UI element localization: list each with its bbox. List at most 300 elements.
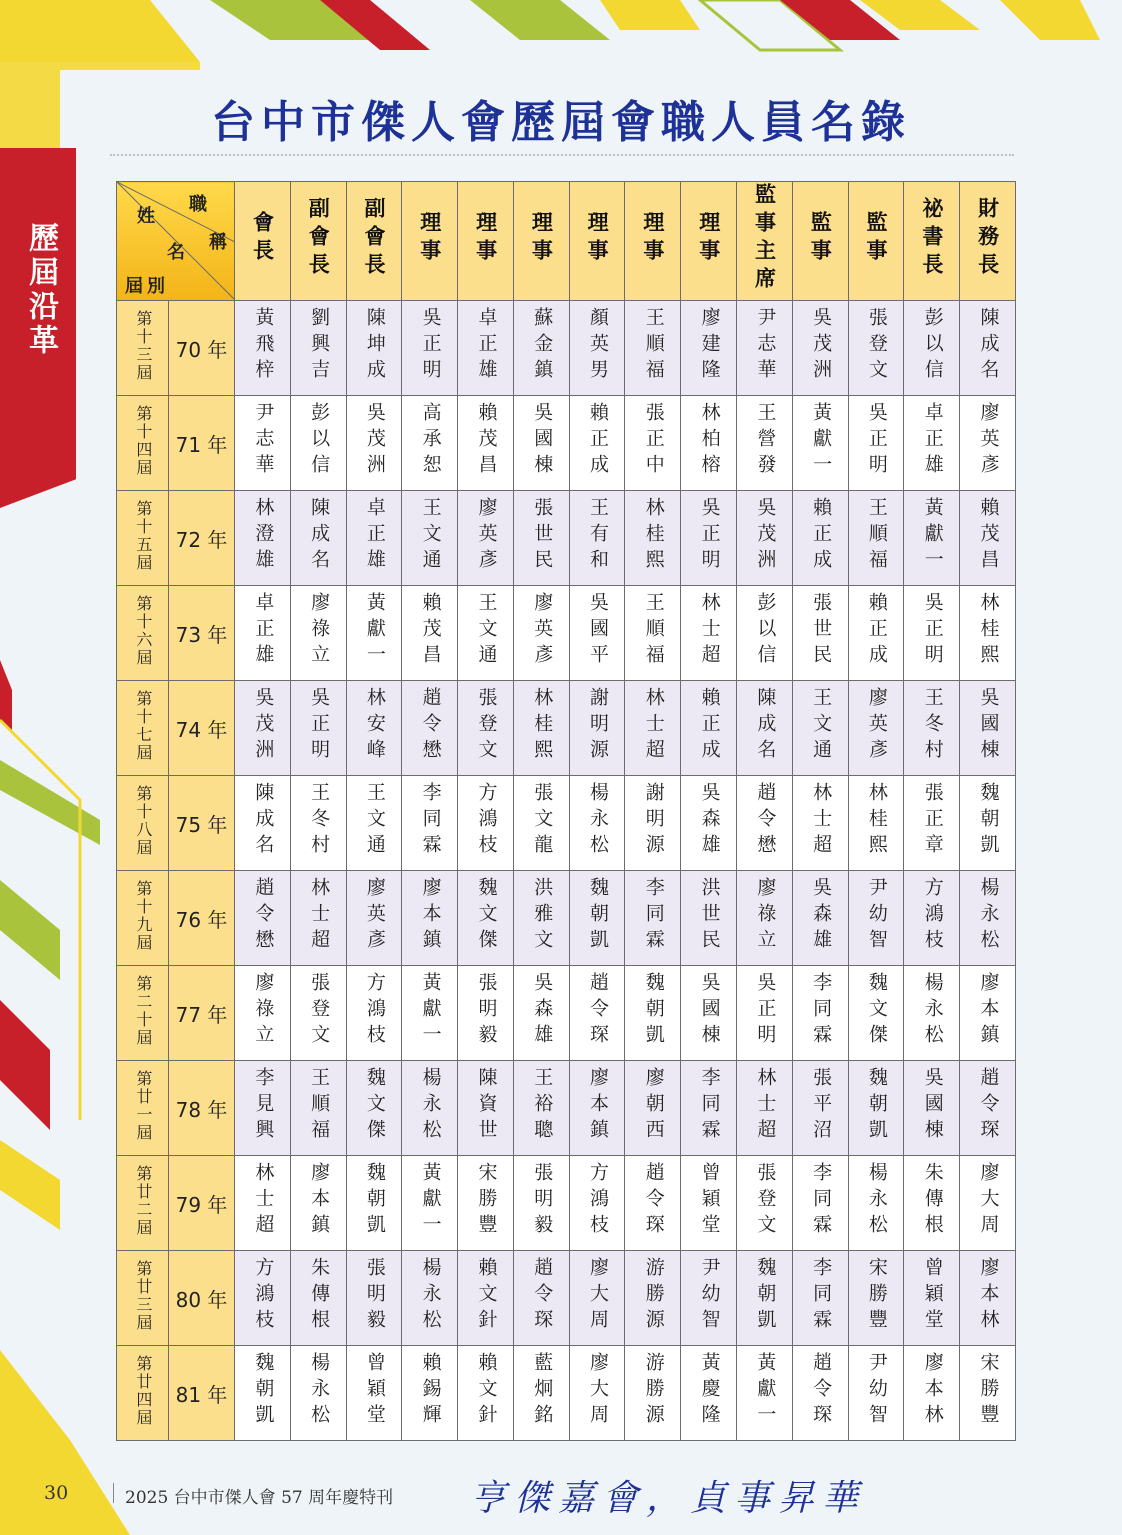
table-row xyxy=(117,966,1016,1061)
member-name: 黃獻一 xyxy=(419,971,442,1050)
column-header-label: 副會長 xyxy=(362,196,388,281)
member-name: 顏英男 xyxy=(587,306,609,385)
name-cell xyxy=(402,776,458,871)
name-cell xyxy=(681,966,737,1061)
member-name: 趙令懋 xyxy=(419,686,442,765)
name-cell xyxy=(346,396,402,491)
member-name: 方鴻枝 xyxy=(587,1161,609,1240)
name-cell xyxy=(737,776,793,871)
member-name: 林士超 xyxy=(754,1066,777,1145)
member-name: 趙令懋 xyxy=(754,781,777,860)
member-name: 彭以信 xyxy=(754,591,777,670)
name-cell xyxy=(904,586,960,681)
member-name: 吳正明 xyxy=(698,496,721,575)
name-cell xyxy=(235,681,291,776)
term-cell xyxy=(117,301,169,396)
name-cell xyxy=(625,776,681,871)
member-name: 卓正雄 xyxy=(363,496,386,575)
name-cell xyxy=(737,301,793,396)
term-label: 第廿一屆 xyxy=(133,1070,153,1142)
name-cell xyxy=(848,301,904,396)
name-cell xyxy=(625,1061,681,1156)
column-header xyxy=(792,182,848,301)
name-cell xyxy=(737,1156,793,1251)
column-header-label: 會長 xyxy=(250,210,276,267)
name-cell xyxy=(569,491,625,586)
member-name: 卓正雄 xyxy=(921,401,944,480)
member-name: 洪世民 xyxy=(698,876,721,955)
name-cell xyxy=(904,301,960,396)
member-name: 賴錫輝 xyxy=(419,1351,442,1430)
year-cell: 77 年 xyxy=(169,966,235,1061)
year-cell: 78 年 xyxy=(169,1061,235,1156)
name-cell xyxy=(625,396,681,491)
year-cell: 73 年 xyxy=(169,586,235,681)
member-name: 張平沼 xyxy=(810,1066,833,1145)
member-name: 張文龍 xyxy=(531,781,554,860)
header-row xyxy=(117,182,1016,301)
year-cell: 79 年 xyxy=(169,1156,235,1251)
name-cell xyxy=(513,681,569,776)
member-name: 魏文傑 xyxy=(865,971,888,1050)
member-name: 趙令琛 xyxy=(642,1161,665,1240)
name-cell xyxy=(458,1061,514,1156)
member-name: 游勝源 xyxy=(642,1351,665,1430)
member-name: 黃獻一 xyxy=(754,1351,777,1430)
column-header-label: 監事 xyxy=(808,210,834,267)
table-row xyxy=(117,396,1016,491)
member-name: 廖大周 xyxy=(977,1161,1000,1240)
member-name: 吳正明 xyxy=(865,401,888,480)
name-cell xyxy=(346,301,402,396)
member-name: 劉興吉 xyxy=(308,306,331,385)
name-cell xyxy=(458,1251,514,1346)
member-name: 黃獻一 xyxy=(810,401,833,480)
member-name: 尹幼智 xyxy=(698,1256,721,1335)
member-name: 陳成名 xyxy=(308,496,331,575)
member-name: 楊永松 xyxy=(308,1351,331,1430)
name-cell xyxy=(402,871,458,966)
name-cell xyxy=(960,491,1016,586)
member-name: 王順福 xyxy=(642,591,665,670)
name-cell xyxy=(960,1251,1016,1346)
name-cell xyxy=(402,1251,458,1346)
member-name: 方鴻枝 xyxy=(252,1256,275,1335)
year-cell: 70 年 xyxy=(169,301,235,396)
name-cell xyxy=(513,396,569,491)
name-cell xyxy=(792,1346,848,1441)
corner-label-name: 名 xyxy=(167,242,185,263)
member-name: 游勝源 xyxy=(642,1256,665,1335)
name-cell xyxy=(681,1251,737,1346)
name-cell xyxy=(625,681,681,776)
roster-table xyxy=(116,181,1016,1441)
name-cell xyxy=(290,1346,346,1441)
member-name: 廖祿立 xyxy=(252,971,275,1050)
term-cell xyxy=(117,491,169,586)
name-cell xyxy=(848,491,904,586)
member-name: 廖本鎮 xyxy=(587,1066,609,1145)
name-cell xyxy=(625,1346,681,1441)
column-header xyxy=(569,182,625,301)
column-header xyxy=(346,182,402,301)
name-cell xyxy=(402,586,458,681)
name-cell xyxy=(960,1156,1016,1251)
name-cell xyxy=(402,1156,458,1251)
name-cell xyxy=(402,681,458,776)
member-name: 李同霖 xyxy=(810,1256,833,1335)
publication-name: 2025 台中市傑人會 57 周年慶特刊 xyxy=(125,1488,394,1508)
member-name: 林柏榕 xyxy=(698,401,721,480)
name-cell xyxy=(792,396,848,491)
year-cell: 74 年 xyxy=(169,681,235,776)
name-cell xyxy=(737,1346,793,1441)
name-cell xyxy=(458,1346,514,1441)
member-name: 廖本鎮 xyxy=(308,1161,331,1240)
member-name: 楊永松 xyxy=(977,876,1000,955)
term-cell xyxy=(117,586,169,681)
name-cell xyxy=(681,1156,737,1251)
member-name: 王文通 xyxy=(363,781,386,860)
name-cell xyxy=(235,776,291,871)
column-header xyxy=(625,182,681,301)
member-name: 洪雅文 xyxy=(531,876,554,955)
roster-body xyxy=(117,301,1016,1441)
member-name: 林澄雄 xyxy=(252,496,275,575)
name-cell xyxy=(848,681,904,776)
name-cell xyxy=(737,1251,793,1346)
name-cell xyxy=(792,681,848,776)
member-name: 陳資世 xyxy=(475,1066,498,1145)
name-cell xyxy=(513,1251,569,1346)
name-cell xyxy=(792,966,848,1061)
member-name: 吳茂洲 xyxy=(252,686,275,765)
year-cell: 76 年 xyxy=(169,871,235,966)
name-cell xyxy=(235,491,291,586)
member-name: 曾穎堂 xyxy=(921,1256,944,1335)
member-name: 廖祿立 xyxy=(308,591,331,670)
member-name: 林桂熙 xyxy=(642,496,665,575)
name-cell xyxy=(402,966,458,1061)
name-cell xyxy=(290,966,346,1061)
member-name: 吳森雄 xyxy=(698,781,721,860)
member-name: 宋勝豐 xyxy=(977,1351,1000,1430)
name-cell xyxy=(569,586,625,681)
member-name: 李同霖 xyxy=(810,1161,833,1240)
name-cell xyxy=(792,491,848,586)
member-name: 魏朝凱 xyxy=(252,1351,275,1430)
table-row xyxy=(117,1251,1016,1346)
member-name: 楊永松 xyxy=(921,971,944,1050)
name-cell xyxy=(848,966,904,1061)
member-name: 吳國平 xyxy=(587,591,609,670)
member-name: 吳森雄 xyxy=(810,876,833,955)
member-name: 楊永松 xyxy=(587,781,609,860)
name-cell xyxy=(792,1251,848,1346)
member-name: 卓正雄 xyxy=(475,306,498,385)
corner-header xyxy=(117,182,235,301)
table-row xyxy=(117,301,1016,396)
member-name: 張世民 xyxy=(810,591,833,670)
member-name: 謝明源 xyxy=(587,686,609,765)
member-name: 廖英彥 xyxy=(363,876,386,955)
member-name: 吳森雄 xyxy=(531,971,554,1050)
term-label: 第十九屆 xyxy=(133,880,153,952)
corner-label-title-1: 職 xyxy=(189,194,207,215)
member-name: 彭以信 xyxy=(921,306,944,385)
member-name: 張登文 xyxy=(754,1161,777,1240)
name-cell xyxy=(792,871,848,966)
column-header-label: 理事 xyxy=(473,210,499,267)
member-name: 魏朝凱 xyxy=(977,781,1000,860)
name-cell xyxy=(346,681,402,776)
name-cell xyxy=(904,1251,960,1346)
name-cell xyxy=(346,491,402,586)
name-cell xyxy=(235,396,291,491)
member-name: 王文通 xyxy=(419,496,442,575)
name-cell xyxy=(569,871,625,966)
term-label: 第廿四屆 xyxy=(133,1355,153,1427)
name-cell xyxy=(681,1061,737,1156)
name-cell xyxy=(681,871,737,966)
term-label: 第廿二屆 xyxy=(133,1165,153,1237)
name-cell xyxy=(569,1156,625,1251)
member-name: 吳國棟 xyxy=(531,401,554,480)
name-cell xyxy=(960,681,1016,776)
name-cell xyxy=(346,1061,402,1156)
member-name: 林安峰 xyxy=(363,686,386,765)
member-name: 張正章 xyxy=(921,781,944,860)
member-name: 王冬村 xyxy=(308,781,331,860)
name-cell xyxy=(960,776,1016,871)
member-name: 張登文 xyxy=(308,971,331,1050)
term-cell xyxy=(117,871,169,966)
term-cell xyxy=(117,396,169,491)
name-cell xyxy=(235,1346,291,1441)
name-cell xyxy=(737,491,793,586)
term-cell xyxy=(117,1346,169,1441)
member-name: 廖朝西 xyxy=(642,1066,665,1145)
footer-slogan: 亨傑嘉會，貞事昇華 xyxy=(470,1478,867,1519)
member-name: 卓正雄 xyxy=(252,591,275,670)
column-header-label: 財務長 xyxy=(975,196,1001,281)
member-name: 陳成名 xyxy=(252,781,275,860)
corner-label-title-2: 稱 xyxy=(209,232,227,253)
name-cell xyxy=(569,1251,625,1346)
column-header xyxy=(904,182,960,301)
member-name: 吳茂洲 xyxy=(363,401,386,480)
name-cell xyxy=(458,301,514,396)
member-name: 魏文傑 xyxy=(475,876,498,955)
term-label: 第廿三屆 xyxy=(133,1260,153,1332)
name-cell xyxy=(848,871,904,966)
name-cell xyxy=(458,396,514,491)
name-cell xyxy=(904,776,960,871)
term-cell xyxy=(117,1156,169,1251)
member-name: 廖建隆 xyxy=(698,306,721,385)
name-cell xyxy=(848,1346,904,1441)
name-cell xyxy=(513,491,569,586)
name-cell xyxy=(290,681,346,776)
name-cell xyxy=(848,776,904,871)
member-name: 王順福 xyxy=(865,496,888,575)
name-cell xyxy=(737,396,793,491)
member-name: 賴文針 xyxy=(475,1256,498,1335)
member-name: 魏朝凱 xyxy=(642,971,665,1050)
member-name: 宋勝豐 xyxy=(865,1256,888,1335)
member-name: 趙令琛 xyxy=(810,1351,833,1430)
member-name: 黃獻一 xyxy=(921,496,944,575)
column-header-label: 祕書長 xyxy=(919,196,945,281)
name-cell xyxy=(402,396,458,491)
member-name: 賴茂昌 xyxy=(977,496,1000,575)
term-label: 第二十屆 xyxy=(133,975,153,1047)
member-name: 林士超 xyxy=(252,1161,275,1240)
name-cell xyxy=(960,1061,1016,1156)
year-cell: 71 年 xyxy=(169,396,235,491)
member-name: 方鴻枝 xyxy=(921,876,944,955)
name-cell xyxy=(681,491,737,586)
member-name: 張世民 xyxy=(531,496,554,575)
member-name: 張登文 xyxy=(475,686,498,765)
member-name: 吳國棟 xyxy=(921,1066,944,1145)
name-cell xyxy=(235,871,291,966)
member-name: 蘇金鎮 xyxy=(531,306,554,385)
name-cell xyxy=(346,776,402,871)
name-cell xyxy=(960,1346,1016,1441)
member-name: 王有和 xyxy=(587,496,609,575)
member-name: 賴茂昌 xyxy=(419,591,442,670)
name-cell xyxy=(402,1346,458,1441)
member-name: 李同霖 xyxy=(698,1066,721,1145)
column-header xyxy=(848,182,904,301)
term-label: 第十六屆 xyxy=(133,595,153,667)
name-cell xyxy=(290,1156,346,1251)
member-name: 曾穎堂 xyxy=(363,1351,386,1430)
name-cell xyxy=(513,1061,569,1156)
name-cell xyxy=(290,1061,346,1156)
term-label: 第十四屆 xyxy=(133,405,153,477)
member-name: 趙令琛 xyxy=(531,1256,554,1335)
column-header-label: 監事 xyxy=(864,210,890,267)
member-name: 魏朝凱 xyxy=(865,1066,888,1145)
name-cell xyxy=(569,396,625,491)
member-name: 方鴻枝 xyxy=(363,971,386,1050)
name-cell xyxy=(904,491,960,586)
name-cell xyxy=(792,1061,848,1156)
name-cell xyxy=(290,491,346,586)
name-cell xyxy=(681,301,737,396)
member-name: 賴正成 xyxy=(698,686,721,765)
member-name: 賴文針 xyxy=(475,1351,498,1430)
member-name: 廖本林 xyxy=(921,1351,944,1430)
column-header xyxy=(960,182,1016,301)
member-name: 陳成名 xyxy=(754,686,777,765)
member-name: 王裕聰 xyxy=(531,1066,554,1145)
term-cell xyxy=(117,1251,169,1346)
member-name: 楊永松 xyxy=(419,1066,442,1145)
column-header-label: 理事 xyxy=(640,210,666,267)
member-name: 黃慶隆 xyxy=(698,1351,721,1430)
member-name: 尹幼智 xyxy=(865,876,888,955)
name-cell xyxy=(737,871,793,966)
table-row xyxy=(117,681,1016,776)
column-header xyxy=(458,182,514,301)
member-name: 賴正成 xyxy=(810,496,833,575)
member-name: 尹志華 xyxy=(754,306,777,385)
member-name: 廖英彥 xyxy=(977,401,1000,480)
member-name: 彭以信 xyxy=(308,401,331,480)
member-name: 張正中 xyxy=(642,401,665,480)
name-cell xyxy=(960,871,1016,966)
member-name: 趙令懋 xyxy=(252,876,275,955)
member-name: 廖祿立 xyxy=(754,876,777,955)
column-header-label: 理事 xyxy=(417,210,443,267)
member-name: 李同霖 xyxy=(419,781,442,860)
term-cell xyxy=(117,776,169,871)
member-name: 尹幼智 xyxy=(865,1351,888,1430)
member-name: 魏朝凱 xyxy=(587,876,609,955)
page-number: 30 xyxy=(44,1482,69,1504)
name-cell xyxy=(904,871,960,966)
name-cell xyxy=(904,1061,960,1156)
member-name: 張登文 xyxy=(865,306,888,385)
name-cell xyxy=(681,586,737,681)
name-cell xyxy=(625,301,681,396)
column-header xyxy=(681,182,737,301)
name-cell xyxy=(681,681,737,776)
name-cell xyxy=(848,1156,904,1251)
name-cell xyxy=(737,586,793,681)
table-row xyxy=(117,776,1016,871)
name-cell xyxy=(346,1346,402,1441)
term-label: 第十五屆 xyxy=(133,500,153,572)
year-cell: 80 年 xyxy=(169,1251,235,1346)
member-name: 藍炯銘 xyxy=(531,1351,554,1430)
member-name: 李同霖 xyxy=(810,971,833,1050)
name-cell xyxy=(458,966,514,1061)
name-cell xyxy=(235,1156,291,1251)
name-cell xyxy=(625,1156,681,1251)
name-cell xyxy=(402,491,458,586)
name-cell xyxy=(904,1156,960,1251)
name-cell xyxy=(458,1156,514,1251)
name-cell xyxy=(848,586,904,681)
member-name: 王冬村 xyxy=(921,686,944,765)
name-cell xyxy=(458,681,514,776)
name-cell xyxy=(458,776,514,871)
name-cell xyxy=(235,586,291,681)
name-cell xyxy=(848,1061,904,1156)
member-name: 吳國棟 xyxy=(698,971,721,1050)
member-name: 王文通 xyxy=(810,686,833,765)
member-name: 林士超 xyxy=(810,781,833,860)
table-row xyxy=(117,1061,1016,1156)
member-name: 魏朝凱 xyxy=(363,1161,386,1240)
name-cell xyxy=(513,301,569,396)
member-name: 吳茂洲 xyxy=(754,496,777,575)
member-name: 黃獻一 xyxy=(363,591,386,670)
column-header xyxy=(737,182,793,301)
name-cell xyxy=(625,491,681,586)
member-name: 趙令琛 xyxy=(977,1066,1000,1145)
name-cell xyxy=(513,776,569,871)
column-header-label: 理事 xyxy=(696,210,722,267)
name-cell xyxy=(681,396,737,491)
name-cell xyxy=(625,1251,681,1346)
term-cell xyxy=(117,1061,169,1156)
member-name: 趙令琛 xyxy=(587,971,609,1050)
